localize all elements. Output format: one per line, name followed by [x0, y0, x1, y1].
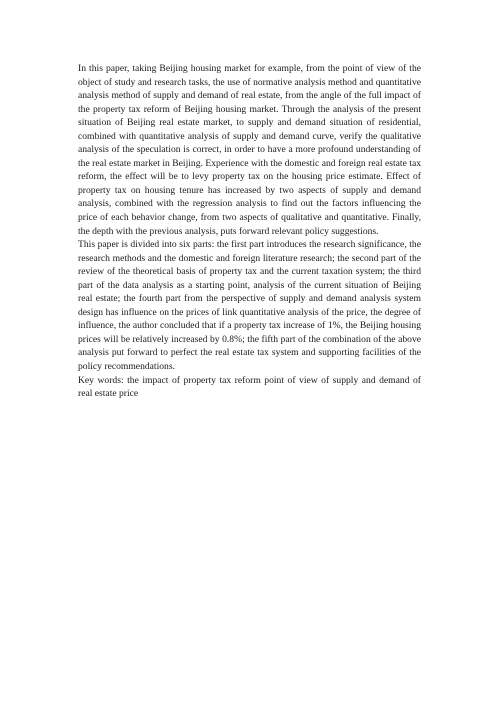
abstract-paragraph-1: In this paper, taking Beijing housing market for example, from the point of view of the object of study and research tasks, the use of normative analysis method and quantitative analysis method of supply and demand of real estate, from the angle of the full impact of the property tax reform of Beijing housing market. Through the analysis of the present situation of Beijing real estate market, to supply and demand situation of residential, combined with quantitative analysis of supply and demand curve, verify the qualitative analysis of the speculation is correct, in order to have a more profound understanding of the real estate market in Beijing. Experience with the domestic and foreign real estate tax reform, the effect will be to levy property tax on the housing price estimate. Effect of property tax on housing tenure has increased by two aspects of supply and demand analysis, combined with the regression analysis to find out the factors influencing the price of each behavior change, from two aspects of qualitative and quantitative. Finally, the depth with the previous analysis, puts forward relevant policy suggestions.	[78, 63, 421, 237]
document-page	[78, 62, 421, 401]
abstract-paragraph-2: This paper is divided into six parts: the first part introduces the research significance, the research methods and the domestic and foreign literature research; the second part of the review of the theoretical basis of property tax and the current taxation system; the third part of the data analysis as a starting point, analysis of the current situation of Beijing real estate; the fourth part from the perspective of supply and demand analysis system design has influence on the prices of link quantitative analysis of the price, the degree of influence, the author concluded that if a property tax increase of 1%, the Beijing housing prices will be relatively increased by 0.8%; the fifth part of the combination of the above analysis put forward to perfect the real estate tax system and supporting facilities of the policy recommendations.	[78, 239, 421, 373]
keywords-line: Key words: the impact of property tax reform point of view of supply and demand of real estate price	[78, 374, 421, 400]
